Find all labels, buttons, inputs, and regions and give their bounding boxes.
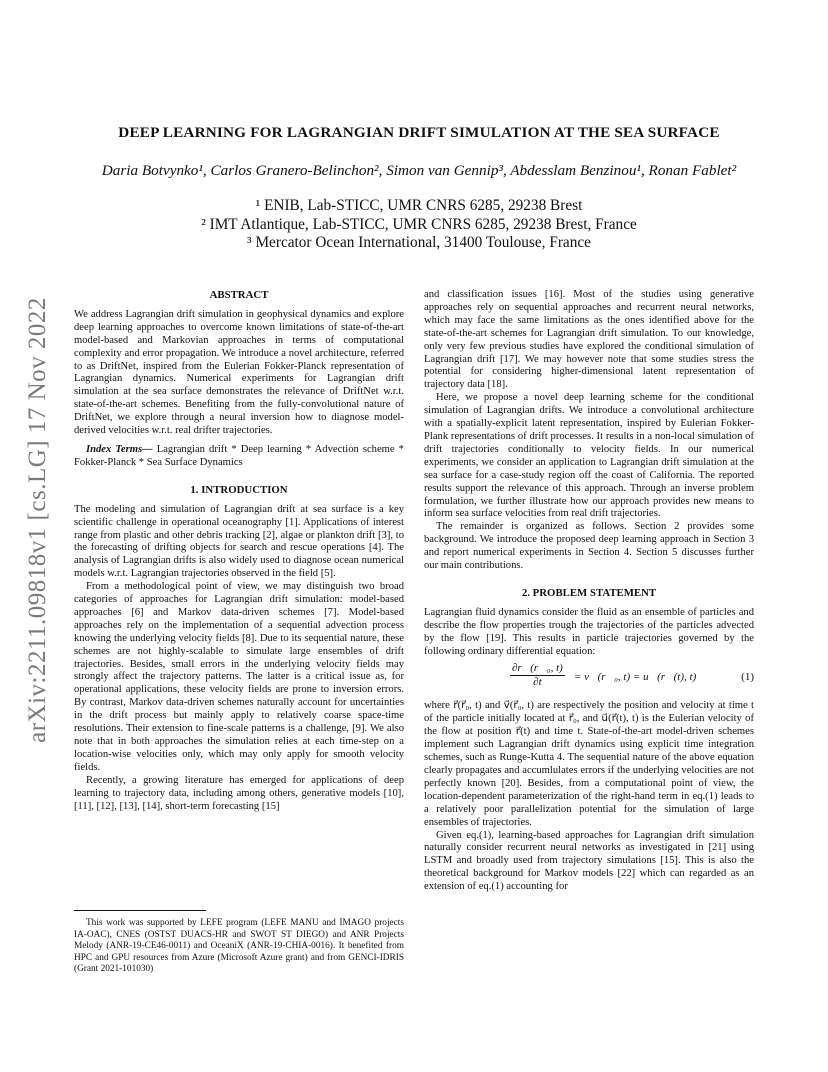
intro-paragraph-2: From a methodological point of view, we may distinguish two broad categories of approaches for Lagrangian drift simulation: model-based approaches [6] and Markov data-driven schemes [7]. Model-based approaches rely on the implementation of a sequential advection process knowing the underlying velocity fields [8]. Due to its sequential nature, these schemes are not highly-scalable to simulate large ensembles of drift trajectories. Besides, small errors in the underlying velocity fields may strongly affect the trajectory patterns. The latter is a critical issue as, for operational applications, these velocity fields are prone to inversion errors. By contrast, Markov data-driven schemes naturally account for uncertainties in the drift process but mainly apply to relatively coarse space-time resolutions. Their extension to fine-scale patterns is a challenge, [9]. We also note that in both approaches the simulation relies at each time-step on a location-wise velocities only, which may only apply for smooth velocity fields. <box>74 581 404 773</box>
problem-paragraph-1: Lagrangian fluid dynamics consider the fluid as an ensemble of particles and describe the flow properties trough the trajectories of the particles advected by the flow [19]. This results in particle trajectories governed by the following ordinary differential equation: <box>424 606 754 657</box>
affiliation-1: ¹ ENIB, Lab-STICC, UMR CNRS 6285, 29238 Brest <box>255 197 583 214</box>
arxiv-watermark: arXiv:2211.09818v1 [cs.LG] 17 Nov 2022 <box>24 297 51 743</box>
equation-fraction <box>510 662 565 689</box>
affiliations <box>74 197 764 253</box>
index-terms <box>74 444 404 470</box>
left-column <box>74 289 404 813</box>
affiliation-2: ² IMT Atlantique, Lab-STICC, UMR CNRS 6285, 29238 Brest, France <box>201 215 637 233</box>
equation-rhs: = v⃗(r⃗₀, t) = u⃗(r⃗(t), t) <box>574 671 697 684</box>
problem-paragraph-2: where r⃗(r⃗₀, t) and v⃗(r⃗₀, t) are respectively the position and velocity at time t of the particle initially located at r⃗₀, and u⃗(r⃗(t), t) is the Eulerian velocity of the flow at position r⃗(t) and time t. State-of-the-art model-driven schemes implement such Lagrangian drift dynamics using explicit time integration schemes, such as Runge-Kutta 4. The sequential nature of the above equation clearly propagates and accumlulates errors if the underlying velocities are not perfectly known [20]. Besides, from a computational point of view, the location-dependent parameterization of the right-hand term in eq.(1) leads to a relatively poor parallelization potential for the simulation of large ensembles of trajectories. <box>424 700 754 828</box>
intro-paragraph-6: The remainder is organized as follows. Section 2 provides some background. We introduce the proposed deep learning approach in Section 3 and report numerical experiments in Section 4. Section 5 discusses further our main contributions. <box>424 521 754 572</box>
abstract-text: We address Lagrangian drift simulation in geophysical dynamics and explore deep learning approaches to overcome known limitations of state-of-the-art model-based and Markovian approaches in terms of computational complexity and error propagation. We introduce a novel architecture, referred to as DriftNet, inspired from the Eulerian Fokker-Planck representation of Lagrangian dynamics. Numerical experiments for Lagrangian drift simulation at the sea surface demonstrates the relevance of DriftNet w.r.t. state-of-the-art schemes. Benefiting from the fully-convolutional nature of DriftNet, we explore through a neural inversion how to diagnose model-derived velocities w.r.t. real drifter trajectories. <box>74 308 404 437</box>
intro-paragraph-4: and classification issues [16]. Most of the studies using generative approaches rely on sequential approaches and recurrent neural networks, which may face the same limitations as the ones identified above for the state-of-the-art schemes for Lagrangian drift simulation. To our knowledge, only very few previous studies have explored the conditional simulation of Lagrangian drift [17]. We may however note that some studies stress the potential for considering higher-dimensional latent representation of trajectory data [18]. <box>424 289 754 391</box>
intro-paragraph-1: The modeling and simulation of Lagrangian drift at sea surface is a key scientific challenge in operational oceanography [1]. Applications of interest range from plastic and other debris tracking [2], algae or plankton drift [3], to the forecasting of drifting objects for search and rescue operations [4]. The analysis of Lagrangian drifts is also widely used to diagnose ocean numerical models w.r.t. Lagrangian trajectories observed in the field [5]. <box>74 503 404 580</box>
intro-paragraph-5: Here, we propose a novel deep learning scheme for the conditional simulation of Lagrangian drifts. We introduce a convolutional architecture with a spatially-explicit latent representation, inspired by Eulerian Fokker-Plank representations of drift processes. It results in a non-local simulation of drift trajectories conditionally to velocity fields. In our numerical experiments, we consider an application to Lagrangian drift simulation at the sea surface for a case-study region off the coast of California. The reported results support the relevance of this approach. Through an inverse problem formulation, we further illustrate how our approach provides new means to inform sea surface velocities from real drift trajectories. <box>424 392 754 520</box>
equation-denominator: ∂t <box>533 676 542 689</box>
index-terms-label: Index Terms— <box>86 443 153 455</box>
footnote <box>74 912 404 976</box>
index-terms-text: Lagrangian drift * Deep learning * Advection scheme * Fokker-Planck * Sea Surface Dynamics <box>74 443 404 468</box>
intro-heading: 1. INTRODUCTION <box>190 483 288 496</box>
author-list: Daria Botvynko¹, Carlos Granero-Belinchon², Simon van Gennip³, Abdesslam Benzinou¹, Ronan Fablet² <box>101 162 737 179</box>
abstract-heading: ABSTRACT <box>209 289 269 301</box>
problem-heading: 2. PROBLEM STATEMENT <box>521 586 657 599</box>
problem-paragraph-3: Given eq.(1), learning-based approaches for Lagrangian drift simulation naturally consider recurrent neural networks as investigated in [21] using LSTM and broadly used from trajectory simulations [15]. This is also the theoretical background for Markov models [22] which can regarded as an extension of eq.(1) accounting for <box>424 829 754 893</box>
footnote-text: This work was supported by LEFE program (LEFE MANU and IMAGO projects IA-OAC), CNES (OSTST DUACS-HR and SWOT ST DIEGO) and ANR Projects Melody (ANR-19-CE46-0011) and OceaniX (ANR-19-CHIA-0016). It benefited from HPC and GPU resources from Azure (Microsoft Azure grant) and from GENCI-IDRIS (Grant 2021-101030) <box>74 918 404 975</box>
affiliation-3: ³ Mercator Ocean International, 31400 Toulouse, France <box>247 234 591 251</box>
footnote-rule <box>74 910 206 911</box>
paper-title: DEEP LEARNING FOR LAGRANGIAN DRIFT SIMULATION AT THE SEA SURFACE <box>118 124 720 141</box>
equation-1 <box>424 662 754 696</box>
equation-numerator: ∂r⃗(r⃗₀, t) <box>512 662 563 675</box>
intro-paragraph-3: Recently, a growing literature has emerged for applications of deep learning to trajectory data, including among others, generative models [10], [11], [12], [13], [14], short-term forecasting [15] <box>74 774 404 812</box>
right-column <box>424 289 754 894</box>
equation-number: (1) <box>741 671 754 684</box>
